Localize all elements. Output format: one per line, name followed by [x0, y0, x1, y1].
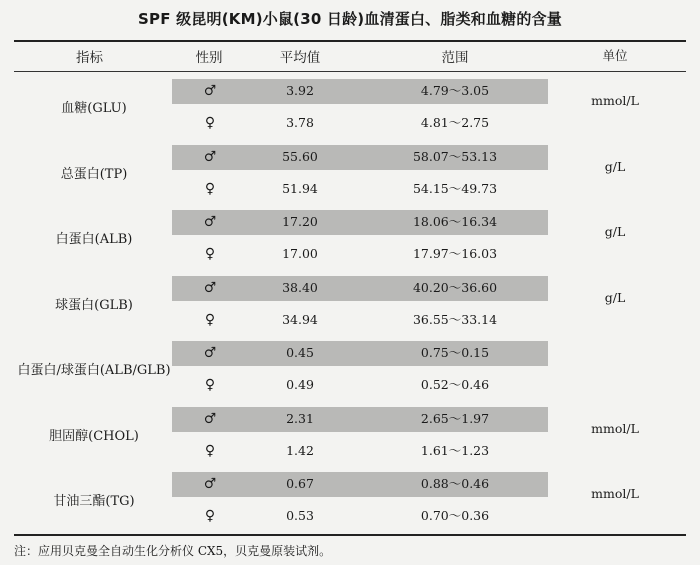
unit-label: g/L [604, 158, 626, 174]
female-sex-symbol: ♀ [204, 180, 216, 197]
male-range-value: 0.88～0.46 [420, 476, 490, 491]
male-range-value: 4.79～3.05 [420, 83, 490, 98]
male-range-value: 0.75～0.15 [420, 345, 490, 360]
top-rule [14, 40, 686, 42]
male-range-value: 2.65～1.97 [420, 410, 490, 426]
female-range-value: 0.70～0.36 [420, 508, 490, 523]
male-range-value: 18.06～16.34 [412, 214, 498, 229]
unit-label: mmol/L [591, 93, 639, 108]
male-sex-symbol: ♂ [203, 476, 217, 492]
header-rule [14, 71, 686, 72]
female-sex-symbol: ♀ [204, 246, 216, 262]
male-mean-value: 55.60 [282, 148, 318, 164]
female-mean-value: 17.00 [282, 246, 318, 261]
female-sex-symbol: ♀ [204, 115, 216, 131]
header-unit: 单位 [602, 48, 628, 63]
male-sex-symbol: ♂ [203, 345, 217, 361]
unit-label: mmol/L [591, 486, 639, 501]
female-sex-symbol: ♀ [204, 442, 216, 459]
male-mean-value: 2.31 [286, 410, 314, 426]
table-title: SPF 级昆明(KM)小鼠(30 日龄)血清蛋白、脂类和血糖的含量 [138, 10, 562, 28]
male-range-value: 58.07～53.13 [412, 148, 498, 164]
unit-label: g/L [604, 289, 626, 305]
header-indicator: 指标 [76, 50, 103, 66]
male-mean-value: 3.92 [286, 83, 314, 98]
male-mean-value: 0.45 [286, 345, 314, 360]
male-sex-symbol: ♂ [203, 279, 217, 296]
female-mean-value: 0.49 [286, 377, 314, 392]
male-sex-symbol: ♂ [203, 214, 217, 230]
male-sex-symbol: ♂ [203, 410, 217, 427]
female-range-value: 54.15～49.73 [412, 180, 498, 196]
male-mean-value: 0.67 [286, 476, 314, 491]
indicator-label: 甘油三酯(TG) [53, 494, 135, 509]
female-mean-value: 3.78 [286, 115, 314, 130]
female-range-value: 17.97～16.03 [412, 246, 498, 261]
unit-label: g/L [604, 224, 626, 239]
indicator-label: 球蛋白(GLB) [55, 297, 133, 313]
indicator-label: 血糖(GLU) [61, 101, 127, 116]
male-mean-value: 38.40 [282, 279, 318, 295]
female-mean-value: 0.53 [286, 508, 314, 523]
male-sex-symbol: ♂ [203, 83, 217, 99]
unit-label: mmol/L [591, 420, 639, 436]
header-sex: 性别 [195, 50, 223, 66]
indicator-label: 白蛋白(ALB) [55, 232, 133, 247]
male-mean-value: 17.20 [282, 214, 318, 229]
header-mean: 平均值 [279, 50, 321, 66]
female-mean-value: 1.42 [286, 442, 314, 458]
header-range: 范围 [441, 50, 469, 66]
table-note: 注：应用贝克曼全自动生化分析仪 CX5，贝克曼原装试剂。 [14, 544, 332, 558]
female-range-value: 1.61～1.23 [420, 442, 490, 458]
female-range-value: 0.52～0.46 [420, 377, 490, 392]
female-sex-symbol: ♀ [204, 311, 216, 328]
female-range-value: 4.81～2.75 [420, 115, 490, 130]
female-mean-value: 51.94 [282, 180, 318, 196]
bottom-rule [14, 534, 686, 536]
female-sex-symbol: ♀ [204, 508, 216, 524]
indicator-label: 胆固醇(CHOL) [49, 428, 139, 444]
female-range-value: 36.55～33.14 [412, 311, 498, 327]
male-range-value: 40.20～36.60 [412, 279, 498, 295]
male-sex-symbol: ♂ [203, 148, 217, 165]
female-mean-value: 34.94 [282, 311, 318, 327]
indicator-label: 总蛋白(TP) [60, 166, 128, 182]
indicator-label: 白蛋白/球蛋白(ALB/GLB) [17, 363, 171, 378]
female-sex-symbol: ♀ [204, 377, 216, 393]
